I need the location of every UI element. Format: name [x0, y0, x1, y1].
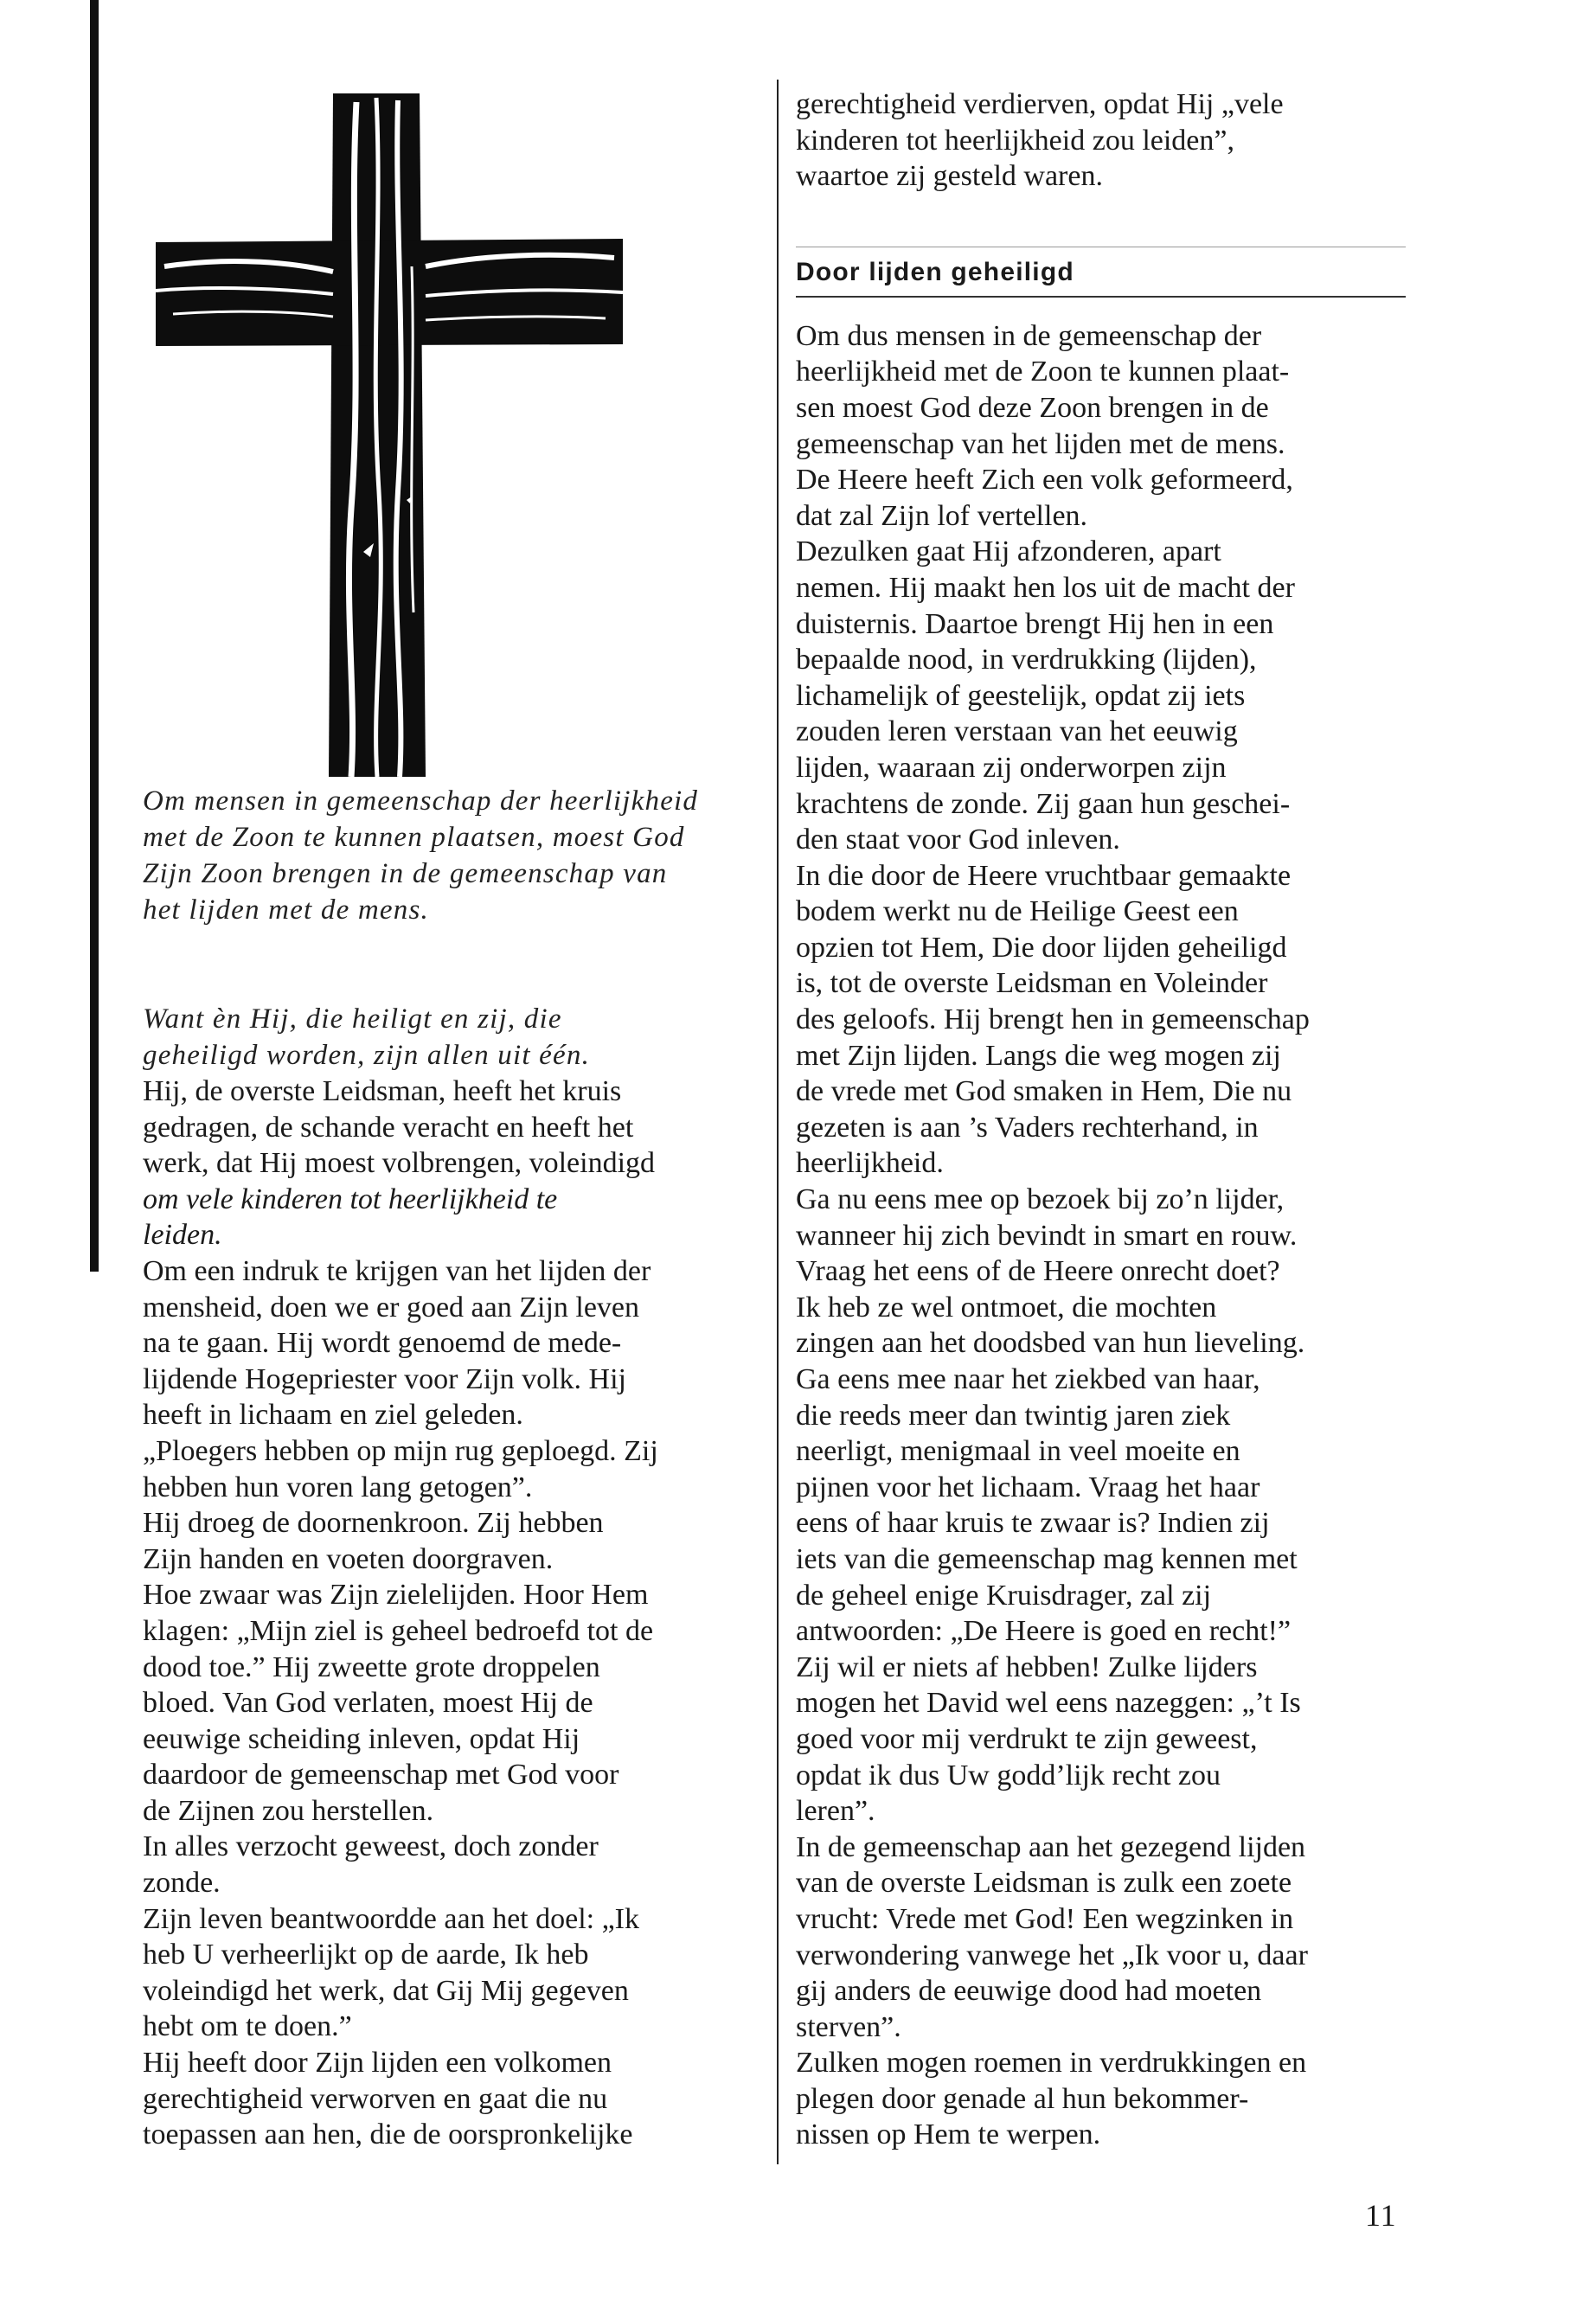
- right-body-text: [796, 318, 1419, 2153]
- body-line: hebben hun voren lang getogen”.: [143, 1471, 533, 1503]
- body-line: Ga nu eens mee op bezoek bij zo’n lijder,: [796, 1183, 1285, 1216]
- body-line: „Ploegers hebben op mijn rug geploegd. Zij: [143, 1434, 658, 1467]
- body-line: bepaalde nood, in verdrukking (lijden),: [796, 644, 1257, 676]
- body-line: de geheel enige Kruisdrager, zal zij: [796, 1579, 1212, 1612]
- body-line: heerlijkheid.: [796, 1147, 944, 1180]
- body-line: de Zijnen zou herstellen.: [143, 1794, 434, 1827]
- body-line: zouden leren verstaan van het eeuwig: [796, 715, 1238, 748]
- body-line: gerechtigheid verworven en gaat die nu: [143, 2082, 608, 2115]
- body-line: Hoe zwaar was Zijn zielelijden. Hoor Hem: [143, 1579, 649, 1612]
- body-line: heeft in lichaam en ziel geleden.: [143, 1399, 523, 1432]
- body-line: De Heere heeft Zich een volk geformeerd,: [796, 464, 1293, 497]
- body-line: opzien tot Hem, Die door lijden geheiligd: [796, 931, 1287, 964]
- section-heading: Door lijden geheiligd: [796, 257, 1074, 286]
- illustration-caption: [143, 783, 766, 928]
- body-line: In de gemeenschap aan het gezegend lijden: [796, 1830, 1306, 1863]
- body-line: bloed. Van God verlaten, moest Hij de: [143, 1687, 593, 1720]
- body-line: mogen het David wel eens nazeggen: „’t Is: [796, 1687, 1301, 1720]
- body-line: plegen door genade al hun bekommer-: [796, 2082, 1249, 2115]
- body-line: gezeten is aan ’s Vaders rechterhand, in: [796, 1111, 1259, 1144]
- body-line: lijdende Hogepriester voor Zijn volk. Hij: [143, 1362, 626, 1395]
- body-line: leren”.: [796, 1795, 875, 1828]
- body-line: antwoorden: „De Heere is goed en recht!”: [796, 1615, 1292, 1648]
- body-line: lichamelijk of geestelijk, opdat zij iets: [796, 679, 1246, 712]
- body-line: vrucht: Vrede met God! Een wegzinken in: [796, 1902, 1294, 1935]
- body-line: gemeenschap van het lijden met de mens.: [796, 427, 1285, 460]
- left-body-text: [143, 1074, 766, 2153]
- caption-line: Om mensen in gemeenschap der heerlijkheid: [143, 785, 699, 817]
- body-line: werk, dat Hij moest volbrengen, voleindigd: [143, 1147, 656, 1180]
- left-column: [143, 783, 766, 2153]
- body-line: In alles verzocht geweest, doch zonder: [143, 1830, 599, 1863]
- body-line: des geloofs. Hij brengt hen in gemeenschap: [796, 1003, 1310, 1036]
- body-line: hebt om te doen.”: [143, 2010, 352, 2043]
- body-line: Vraag het eens of de Heere onrecht doet?: [796, 1255, 1280, 1288]
- body-line: Zijn handen en voeten doorgraven.: [143, 1542, 554, 1575]
- body-line: sterven”.: [796, 2010, 901, 2043]
- body-line: Ga eens mee naar het ziekbed van haar,: [796, 1363, 1260, 1395]
- body-line: om vele kinderen tot heerlijkheid te: [143, 1183, 558, 1215]
- body-line: die reeds meer dan twintig jaren ziek: [796, 1399, 1231, 1432]
- caption-line: met de Zoon te kunnen plaatsen, moest God: [143, 822, 685, 853]
- body-line: voleindigd het werk, dat Gij Mij gegeven: [143, 1974, 629, 2007]
- body-line: waartoe zij gesteld waren.: [796, 160, 1103, 193]
- right-column: [796, 87, 1419, 2153]
- body-line: goed voor mij verdrukt te zijn geweest,: [796, 1722, 1258, 1755]
- body-line: dat zal Zijn lof vertellen.: [796, 499, 1088, 532]
- body-line: heb U verheerlijkt op de aarde, Ik heb: [143, 1939, 589, 1971]
- scripture-quote-line: geheiligd worden, zijn allen uit één.: [143, 1040, 591, 1071]
- body-line: mensheid, doen we er goed aan Zijn leven: [143, 1291, 640, 1324]
- body-line: na te gaan. Hij wordt genoemd de mede-: [143, 1327, 622, 1360]
- body-line: heerlijkheid met de Zoon te kunnen plaat-: [796, 356, 1290, 388]
- body-line: de vrede met God smaken in Hem, Die nu: [796, 1075, 1292, 1108]
- body-line: gij anders de eeuwige dood had moeten: [796, 1975, 1262, 2008]
- body-line: Hij, de overste Leidsman, heeft het kruis: [143, 1075, 622, 1107]
- caption-line: Zijn Zoon brengen in de gemeenschap van: [143, 858, 668, 889]
- cross-illustration: [156, 93, 623, 777]
- body-line: Dezulken gaat Hij afzonderen, apart: [796, 535, 1221, 568]
- caption-line: het lijden met de mens.: [143, 894, 429, 926]
- body-line: opdat ik dus Uw godd’lijk recht zou: [796, 1759, 1221, 1791]
- body-line: neerligt, menigmaal in veel moeite en: [796, 1435, 1240, 1468]
- column-divider: [777, 80, 779, 2164]
- section-heading-block: [796, 247, 1419, 298]
- body-line: kinderen tot heerlijkheid zou leiden”,: [796, 124, 1234, 157]
- body-line: Ik heb ze wel ontmoet, die mochten: [796, 1291, 1217, 1324]
- body-line: leiden.: [143, 1219, 222, 1252]
- body-line: sen moest God deze Zoon brengen in de: [796, 391, 1269, 424]
- page-edge-bar: [90, 0, 99, 1272]
- body-line: zingen aan het doodsbed van hun lieveling.: [796, 1327, 1305, 1360]
- body-line: gedragen, de schande veracht en heeft het: [143, 1111, 634, 1144]
- body-line: klagen: „Mijn ziel is geheel bedroefd tot de: [143, 1614, 654, 1647]
- scripture-quote-line: Want èn Hij, die heiligt en zij, die: [143, 1003, 562, 1035]
- body-line: nemen. Hij maakt hen los uit de macht der: [796, 571, 1295, 604]
- body-line: duisternis. Daartoe brengt Hij hen in een: [796, 607, 1274, 640]
- body-line: zonde.: [143, 1867, 221, 1900]
- body-line: krachtens de zonde. Zij gaan hun geschei-: [796, 787, 1291, 820]
- body-line: Zij wil er niets af hebben! Zulke lijders: [796, 1650, 1258, 1683]
- body-line: bodem werkt nu de Heilige Geest een: [796, 895, 1239, 928]
- body-line: In die door de Heere vruchtbaar gemaakte: [796, 859, 1292, 892]
- body-line: is, tot de overste Leidsman en Voleinder: [796, 967, 1268, 1000]
- body-line: pijnen voor het lichaam. Vraag het haar: [796, 1471, 1260, 1503]
- body-line: toepassen aan hen, die de oorspronkelijke: [143, 2118, 633, 2151]
- body-line: Zijn leven beantwoordde aan het doel: „Ik: [143, 1902, 639, 1935]
- body-line: gerechtigheid verdierven, opdat Hij „vele: [796, 88, 1284, 120]
- body-line: den staat voor God inleven.: [796, 824, 1120, 856]
- body-line: eeuwige scheiding inleven, opdat Hij: [143, 1722, 580, 1755]
- body-line: nissen op Hem te werpen.: [796, 2118, 1101, 2151]
- body-line: wanneer hij zich bevindt in smart en rouw.: [796, 1219, 1298, 1252]
- heading-underline: [796, 296, 1406, 298]
- body-line: Hij heeft door Zijn lijden een volkomen: [143, 2047, 612, 2080]
- body-line: daardoor de gemeenschap met God voor: [143, 1759, 619, 1791]
- page-number: 11: [1365, 2198, 1397, 2233]
- body-line: Zulken mogen roemen in verdrukkingen en: [796, 2047, 1307, 2080]
- body-line: Om dus mensen in de gemeenschap der: [796, 319, 1262, 352]
- body-line: van de overste Leidsman is zulk een zoete: [796, 1867, 1292, 1900]
- body-line: dood toe.” Hij zweette grote droppelen: [143, 1650, 600, 1683]
- body-line: Om een indruk te krijgen van het lijden der: [143, 1254, 651, 1287]
- body-line: met Zijn lijden. Langs die weg mogen zij: [796, 1039, 1281, 1072]
- body-line: eens of haar kruis te zwaar is? Indien zij: [796, 1507, 1270, 1540]
- body-line: Hij droeg de doornenkroon. Zij hebben: [143, 1507, 604, 1540]
- body-line: iets van die gemeenschap mag kennen met: [796, 1542, 1298, 1575]
- body-line: lijden, waaraan zij onderworpen zijn: [796, 751, 1227, 784]
- body-line: verwondering vanwege het „Ik voor u, daar: [796, 1939, 1308, 1971]
